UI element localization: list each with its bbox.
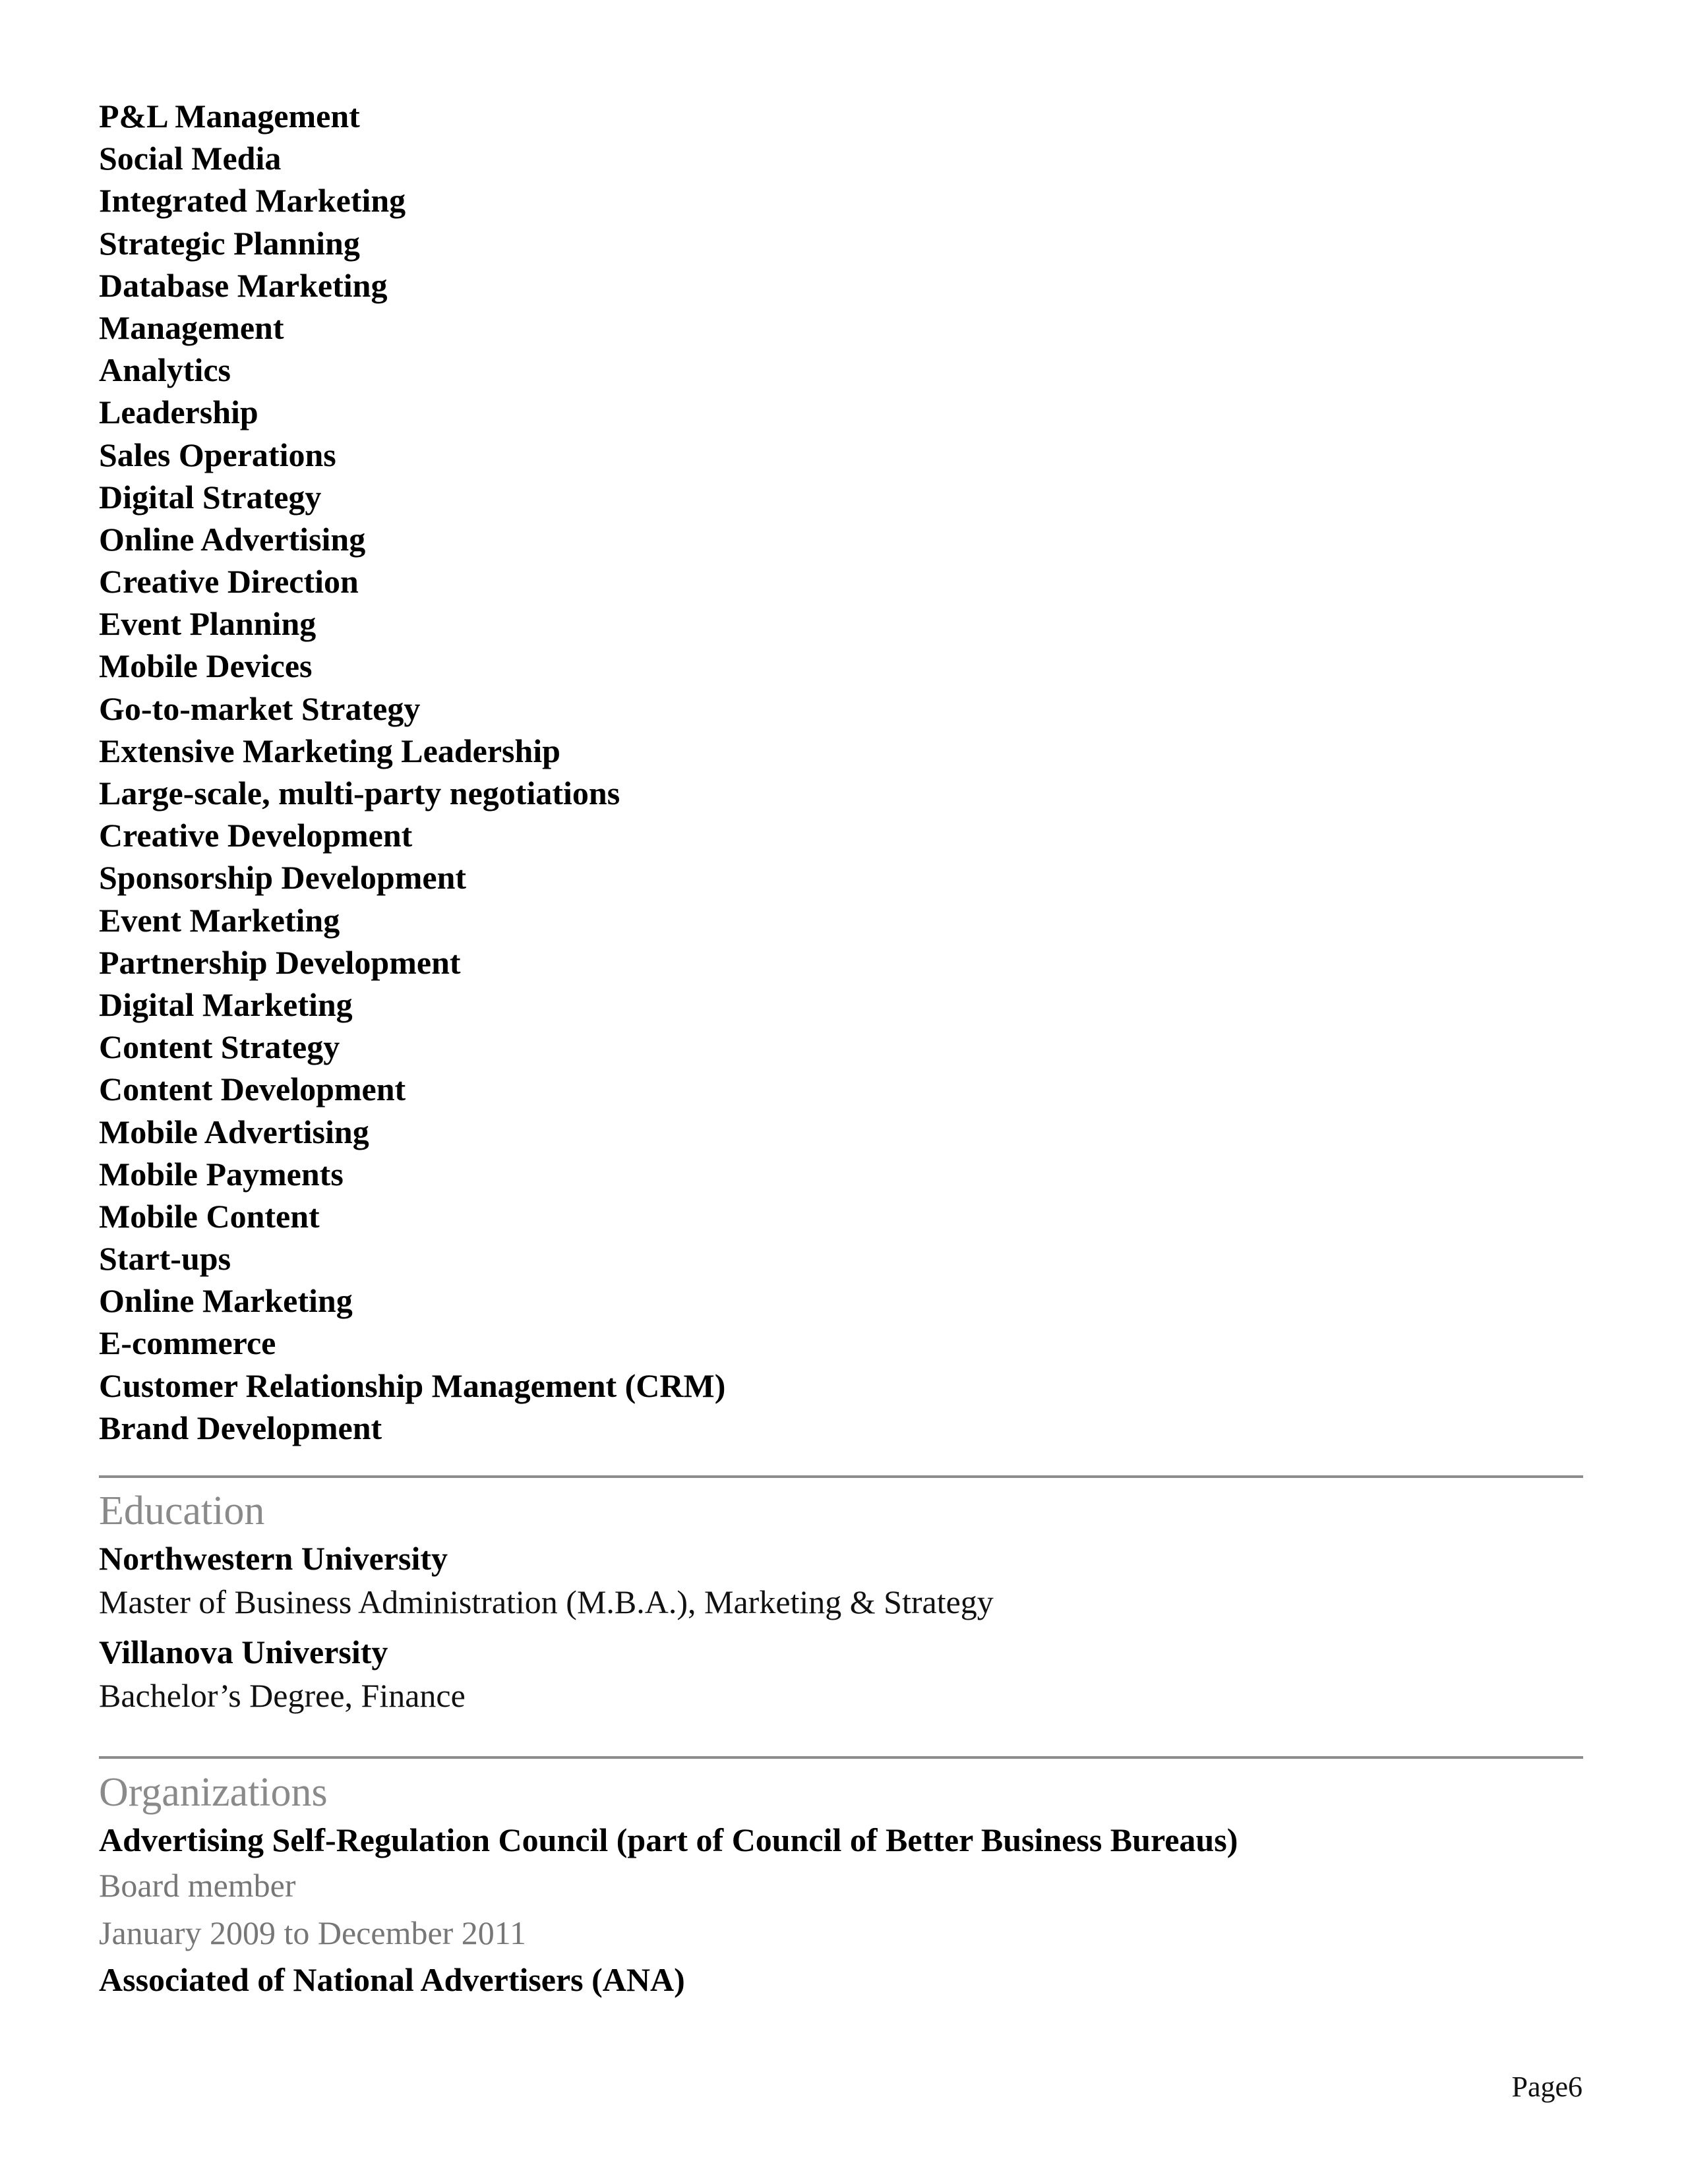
skill-item: Event Marketing (99, 901, 340, 939)
skill-item: Social Media (99, 140, 282, 177)
education-school: Villanova University (99, 1634, 388, 1670)
organization-dates: January 2009 to December 2011 (99, 1914, 526, 1951)
education-section (99, 1487, 1582, 1717)
skill-item: Digital Marketing (99, 986, 353, 1023)
skill-item: Mobile Advertising (99, 1113, 369, 1150)
skill-item: Integrated Marketing (99, 182, 406, 220)
skill-item: P&L Management (99, 98, 360, 134)
education-degree: Bachelor’s Degree, Finance (99, 1677, 466, 1714)
skill-item: Online Marketing (99, 1282, 353, 1320)
skill-item: E-commerce (99, 1324, 276, 1362)
skill-item: Leadership (99, 394, 258, 431)
skills-list (99, 95, 1582, 1449)
skill-item: Database Marketing (99, 266, 388, 304)
skill-item: Event Planning (99, 605, 316, 643)
skill-item: Customer Relationship Management (CRM) (99, 1367, 726, 1404)
skill-item: Sales Operations (99, 436, 336, 473)
skill-item: Creative Direction (99, 563, 359, 601)
skill-item: Strategic Planning (99, 224, 360, 262)
skill-item: Go-to-market Strategy (99, 690, 421, 727)
skill-item: Online Advertising (99, 520, 366, 558)
organizations-divider (99, 1756, 1583, 1759)
education-degree: Master of Business Administration (M.B.A.), Marketing & Strategy (99, 1583, 994, 1620)
skill-item: Sponsorship Development (99, 859, 467, 897)
page-number: Page6 (1511, 2071, 1582, 2103)
skill-item: Digital Strategy (99, 478, 322, 516)
skill-item: Start-ups (99, 1240, 231, 1278)
skill-item: Mobile Content (99, 1197, 320, 1235)
organization-name: Associated of National Advertisers (ANA) (99, 1961, 685, 1998)
organization-entry (99, 1818, 1582, 1957)
skill-item: Large-scale, multi-party negotiations (99, 775, 620, 812)
skill-item: Creative Development (99, 817, 413, 854)
organizations-heading: Organizations (99, 1770, 328, 1815)
skill-item: Content Strategy (99, 1028, 340, 1066)
skill-item: Partnership Development (99, 943, 461, 981)
education-entry (99, 1630, 1582, 1717)
skill-item: Brand Development (99, 1409, 382, 1446)
education-school: Northwestern University (99, 1540, 448, 1577)
organization-role: Board member (99, 1867, 296, 1904)
education-divider (99, 1475, 1583, 1478)
organization-name: Advertising Self-Regulation Council (part of Council of Better Business Bureaus) (99, 1821, 1238, 1858)
education-heading: Education (99, 1489, 265, 1533)
organizations-section (99, 1768, 1582, 2001)
skill-item: Extensive Marketing Leadership (99, 732, 560, 769)
skill-item: Content Development (99, 1071, 406, 1108)
organization-entry (99, 1958, 1582, 2001)
skill-item: Mobile Devices (99, 647, 313, 685)
skill-item: Analytics (99, 351, 231, 389)
skill-item: Mobile Payments (99, 1155, 344, 1193)
education-entry (99, 1537, 1582, 1624)
skill-item: Management (99, 309, 284, 346)
